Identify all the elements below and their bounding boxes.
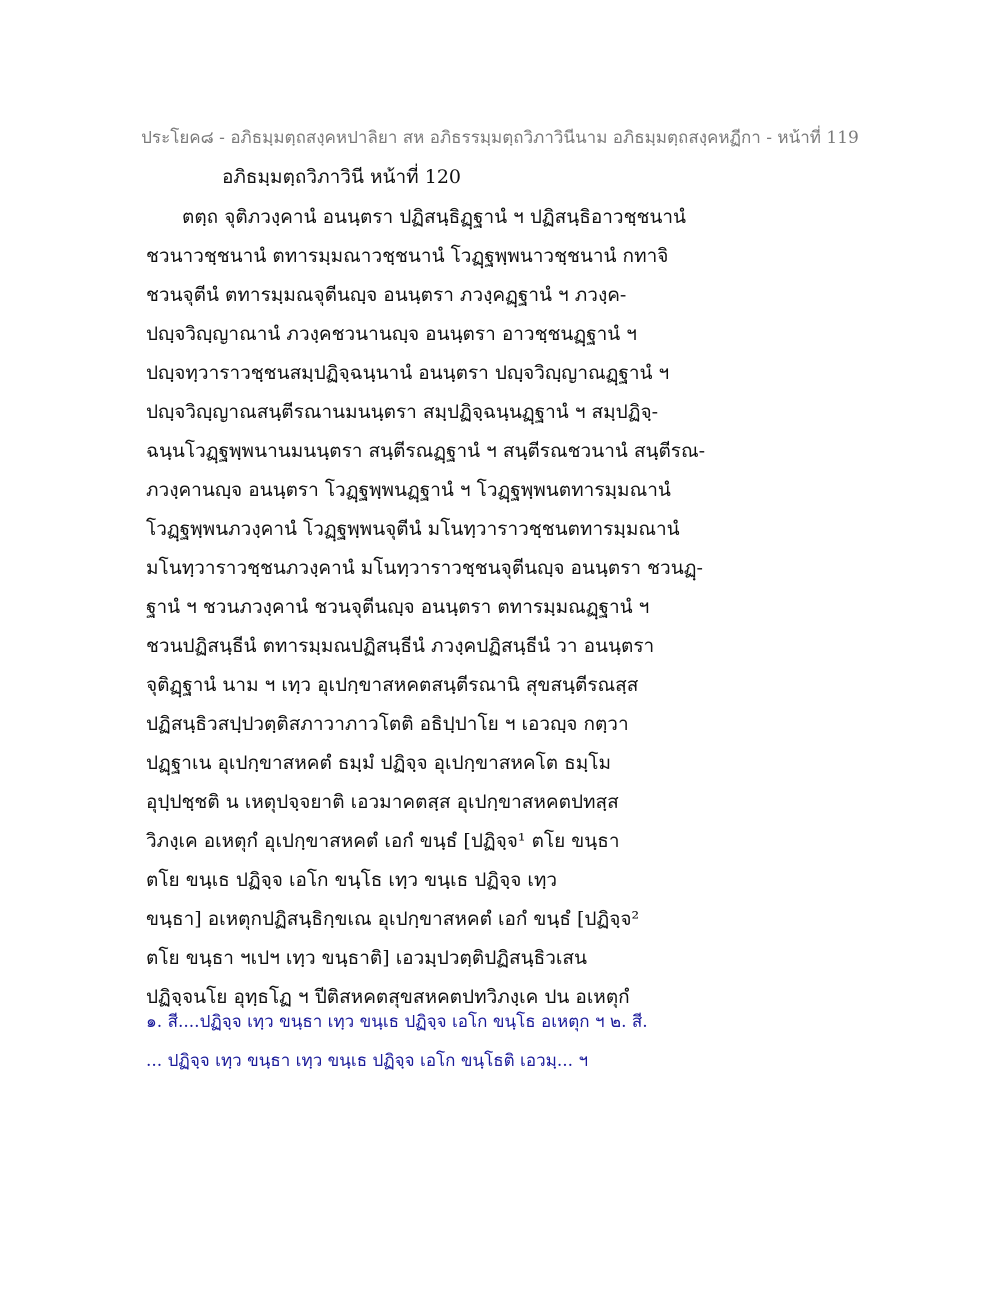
footnote-line: ... ปฏิจฺจ เทฺว ขนฺธา เทฺว ขนฺเธ ปฏิจฺจ เอโก ขนฺโธติ เอวมฺ... ฯ: [146, 1051, 588, 1071]
body-line: ภวงฺคานญฺจ อนนฺตรา โวฏฺฐพฺพนฏฺฐานํ ฯ โวฏฺฐพฺพนตทารมฺมณานํ: [146, 479, 671, 501]
body-line: ชวนาวชฺชนานํ ตทารมฺมณาวชฺชนานํ โวฏฺฐพฺพนาวชฺชนานํ กทาจิ: [146, 245, 669, 267]
body-line: ปฏิจฺจนโย อุทฺธโฏ ฯ ปีติสหคตสุขสหคตปทวิภงฺเค ปน อเหตุกํ: [146, 986, 630, 1008]
body-line: ปญฺจวิญฺญาณสนฺตีรณานมนนฺตรา สมฺปฏิจฺฉนฺนฏฺฐานํ ฯ สมฺปฏิจฺ-: [146, 401, 659, 423]
body-line: ชวนจุตีนํ ตทารมฺมณจุตีนญฺจ อนนฺตรา ภวงฺคฏฺฐานํ ฯ ภวงฺค-: [146, 284, 627, 306]
body-line: จุติฏฺฐานํ นาม ฯ เทฺว อุเปกฺขาสหคตสนฺตีรณานิ สุขสนฺตีรณสฺส: [146, 674, 639, 696]
body-line: ตโย ขนฺธา ฯเปฯ เทฺว ขนฺธาติ] เอวมฺปวตฺติปฏิสนฺธิวเสน: [146, 947, 587, 969]
body-line: ฉนฺนโวฏฺฐพฺพนานมนนฺตรา สนฺตีรณฏฺฐานํ ฯ สนฺตีรณชวนานํ สนฺตีรณ-: [146, 440, 706, 462]
body-text: [146, 198, 846, 1017]
body-line: โวฏฺฐพฺพนภวงฺคานํ โวฏฺฐพฺพนจุตีนํ มโนทฺวาราวชฺชนตทารมฺมณานํ: [146, 518, 680, 540]
body-line: ตโย ขนฺเธ ปฏิจฺจ เอโก ขนฺโธ เทฺว ขนฺเธ ปฏิจฺจ เทฺว: [146, 869, 558, 891]
body-line: ขนฺธา] อเหตุกปฏิสนฺธิกฺขเณ อุเปกฺขาสหคตํ เอกํ ขนฺธํ [ปฏิจฺจ²: [146, 908, 640, 930]
body-line: ตตฺถ จุติภวงฺคานํ อนนฺตรา ปฏิสนฺธิฏฺฐานํ ฯ ปฏิสนฺธิอาวชฺชนานํ: [182, 206, 687, 228]
body-line: วิภงฺเค อเหตุกํ อุเปกฺขาสหคตํ เอกํ ขนฺธํ [ปฏิจฺจ¹ ตโย ขนฺธา: [146, 830, 620, 852]
body-line: ปฏฺฐาเน อุเปกฺขาสหคตํ ธมฺมํ ปฏิจฺจ อุเปกฺขาสหคโต ธมฺโม: [146, 752, 612, 774]
body-line: ปฏิสนฺธิวสปฺปวตฺติสภาวาภาวโตติ อธิปฺปาโย ฯ เอวญฺจ กตฺวา: [146, 713, 629, 735]
footnotes: [146, 1003, 846, 1081]
body-line: มโนทฺวาราวชฺชนภวงฺคานํ มโนทฺวาราวชฺชนจุตีนญฺจ อนนฺตรา ชวนฏฺ-: [146, 557, 703, 579]
body-line: อุปฺปชฺชติ น เหตุปจฺจยาติ เอวมาคตสฺส อุเปกฺขาสหคตปทสฺส: [146, 791, 619, 813]
body-line: ฐานํ ฯ ชวนภวงฺคานํ ชวนจุตีนญฺจ อนนฺตรา ตทารมฺมณฏฺฐานํ ฯ: [146, 596, 650, 618]
body-line: ชวนปฏิสนฺธีนํ ตทารมฺมณปฏิสนฺธีนํ ภวงฺคปฏิสนฺธีนํ วา อนนฺตรา: [146, 635, 655, 657]
running-header: ประโยค๘ - อภิธมฺมตฺถสงฺคหปาลิยา สห อภิธรรมฺมตฺถวิภาวินีนาม อภิธมฺมตฺถสงฺคหฏีกา - หน้าที่ 119: [141, 128, 859, 148]
body-line: ปญฺจทฺวาราวชฺชนสมฺปฏิจฺฉนฺนานํ อนนฺตรา ปญฺจวิญฺญาณฏฺฐานํ ฯ: [146, 362, 670, 384]
footnote-line: ๑. สี....ปฏิจฺจ เทฺว ขนฺธา เทฺว ขนฺเธ ปฏิจฺจ เอโก ขนฺโธ อเหตุก ฯ ๒. สี.: [146, 1012, 648, 1032]
body-line: ปญฺจวิญฺญาณานํ ภวงฺคชวนานญฺจ อนนฺตรา อาวชฺชนฏฺฐานํ ฯ: [146, 323, 637, 345]
page-title: อภิธมฺมตฺถวิภาวินี หน้าที่ 120: [222, 166, 461, 188]
